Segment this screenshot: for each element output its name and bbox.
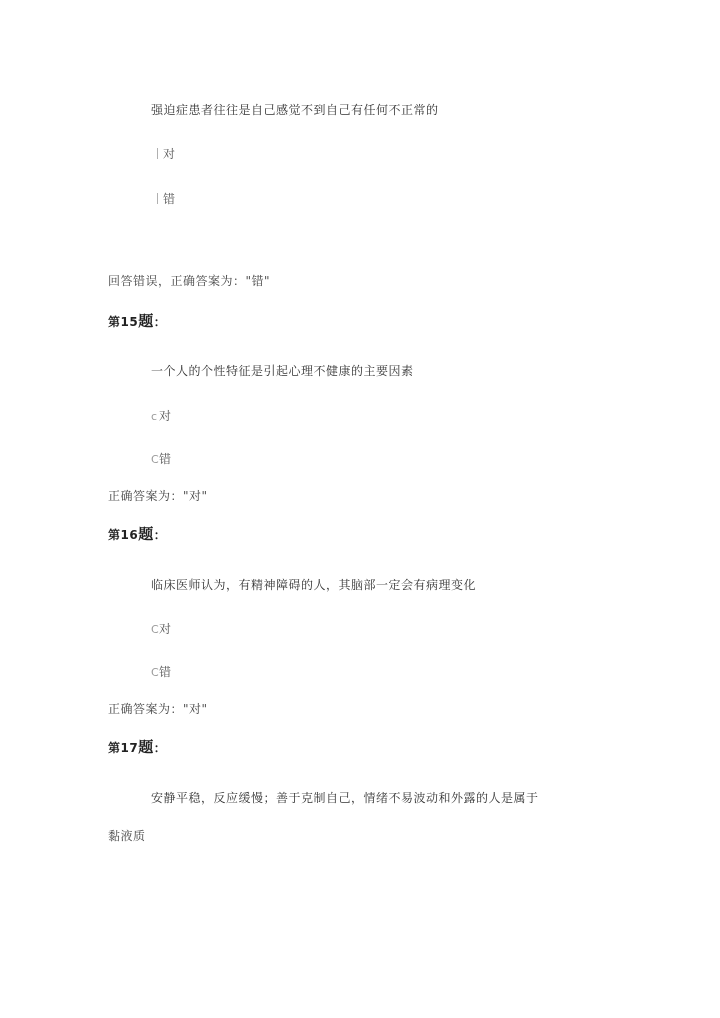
q15-answer: 正确答案为："对" [108,489,208,503]
heading-suffix: 题 [138,738,154,756]
question-15-heading [108,314,166,329]
question-15-text: 一个人的个性特征是引起心理不健康的主要因素 [151,364,414,378]
q14-answer-feedback: 回答错误，正确答案为："错" [108,274,271,288]
question-number: 15 [120,315,139,329]
question-number: 16 [120,528,139,542]
option-label: 对 [159,409,172,423]
option-label: 错 [159,452,172,466]
heading-colon: ： [153,315,167,329]
q16-option-false[interactable] [151,665,172,680]
q15-option-true[interactable] [151,409,172,424]
radio-icon[interactable]: C [151,623,160,636]
radio-icon[interactable]: C [151,666,160,679]
q16-option-true[interactable] [151,622,172,637]
option-label: 对 [163,147,176,161]
option-label: 错 [163,192,176,206]
radio-icon[interactable]: C [151,453,160,466]
radio-icon[interactable]: c [151,410,158,423]
question-number: 17 [120,741,139,755]
q15-option-false[interactable] [151,452,172,467]
question-16-heading [108,527,166,542]
question-17-text-continuation: 黏液质 [108,829,146,843]
q14-option-true[interactable] [151,147,176,161]
heading-suffix: 题 [138,312,154,330]
option-label: 错 [159,665,172,679]
question-17-text: 安静平稳，反应缓慢；善于克制自己，情绪不易波动和外露的人是属于 [151,791,539,805]
question-17-heading [108,740,166,755]
heading-colon: ： [153,741,167,755]
radio-icon[interactable] [157,148,158,159]
question-14-text: 强迫症患者往往是自己感觉不到自己有任何不正常的 [151,103,439,117]
heading-suffix: 题 [138,525,154,543]
option-label: 对 [159,622,172,636]
q16-answer: 正确答案为："对" [108,702,208,716]
heading-prefix: 第 [108,315,121,329]
question-16-text: 临床医师认为，有精神障碍的人，其脑部一定会有病理变化 [151,578,477,592]
q14-option-false[interactable] [151,192,176,206]
radio-icon[interactable] [157,193,158,204]
heading-colon: ： [153,528,167,542]
heading-prefix: 第 [108,741,121,755]
heading-prefix: 第 [108,528,121,542]
